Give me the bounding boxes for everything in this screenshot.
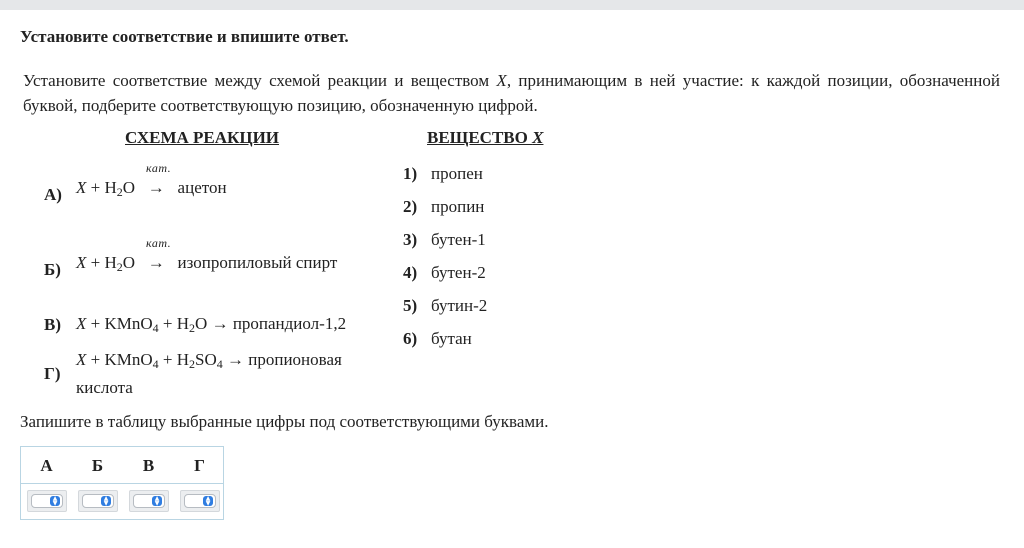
option-5: 5) бутин-2 <box>403 296 488 315</box>
reaction-letter-g: Г) <box>44 364 61 383</box>
answer-header-v: В <box>142 456 155 475</box>
arrow-icon: → <box>211 314 229 333</box>
answer-select-g[interactable] <box>180 490 220 512</box>
arrow-icon: → <box>147 253 165 272</box>
task-description: Установите соответствие между схемой реакции и веществом X, принимающим в ней участие: к каждой позиции, обозначенной буквой, подберите соответствующую позицию, обозначенную цифрой. <box>23 71 1000 115</box>
reaction-letter-v: В) <box>44 315 61 334</box>
option-6: 6) бутан <box>403 329 472 348</box>
reaction-equation-g-continuation: кислота <box>76 378 133 397</box>
answer-select-a[interactable] <box>27 490 67 512</box>
reaction-letter-b: Б) <box>44 260 61 279</box>
up-down-chevron-icon: ▲ ▼ <box>101 496 111 506</box>
top-bar <box>0 0 1024 10</box>
answer-table-header <box>21 447 223 484</box>
reaction-equation-v: X + KMnO$_4$ + $H_2O$ → пропандиол-1,2 <box>76 314 347 335</box>
catalyst-label-b: кат. <box>146 236 172 250</box>
reaction-equation-b: $X + H_2O$ → изопропиловый спирт <box>76 253 338 274</box>
column-header-reaction-scheme: СХЕМА РЕАКЦИИ <box>125 128 280 147</box>
answer-select-v[interactable] <box>129 490 169 512</box>
option-3: 3) бутен-1 <box>403 230 486 249</box>
column-header-substance-x: ВЕЩЕСТВО X <box>427 128 544 147</box>
option-2: 2) пропин <box>403 197 485 216</box>
up-down-chevron-icon: ▲ ▼ <box>50 496 60 506</box>
catalyst-label-a: кат. <box>146 161 172 175</box>
reaction-letter-a: А) <box>44 185 62 204</box>
option-1: 1) пропен <box>403 164 483 183</box>
arrow-icon: → <box>147 178 165 197</box>
answer-header-a: А <box>40 456 53 475</box>
reaction-equation-a: $X + H_2O$ → ацетон <box>76 178 227 199</box>
answer-select-b[interactable] <box>78 490 118 512</box>
arrow-icon: → <box>227 350 245 369</box>
up-down-chevron-icon: ▲ ▼ <box>203 496 213 506</box>
answer-header-b: Б <box>91 456 104 475</box>
up-down-chevron-icon: ▲ ▼ <box>152 496 162 506</box>
reaction-equation-g: X + KMnO$_4$ + $H_2SO_4$ → пропионовая <box>76 350 342 371</box>
task-heading: Установите соответствие и впишите ответ. <box>20 27 349 46</box>
answer-instruction: Запишите в таблицу выбранные цифры под соответствующими буквами. <box>20 412 549 431</box>
option-4: 4) бутен-2 <box>403 263 486 282</box>
answer-header-g: Г <box>194 456 205 475</box>
answer-table <box>20 446 224 520</box>
